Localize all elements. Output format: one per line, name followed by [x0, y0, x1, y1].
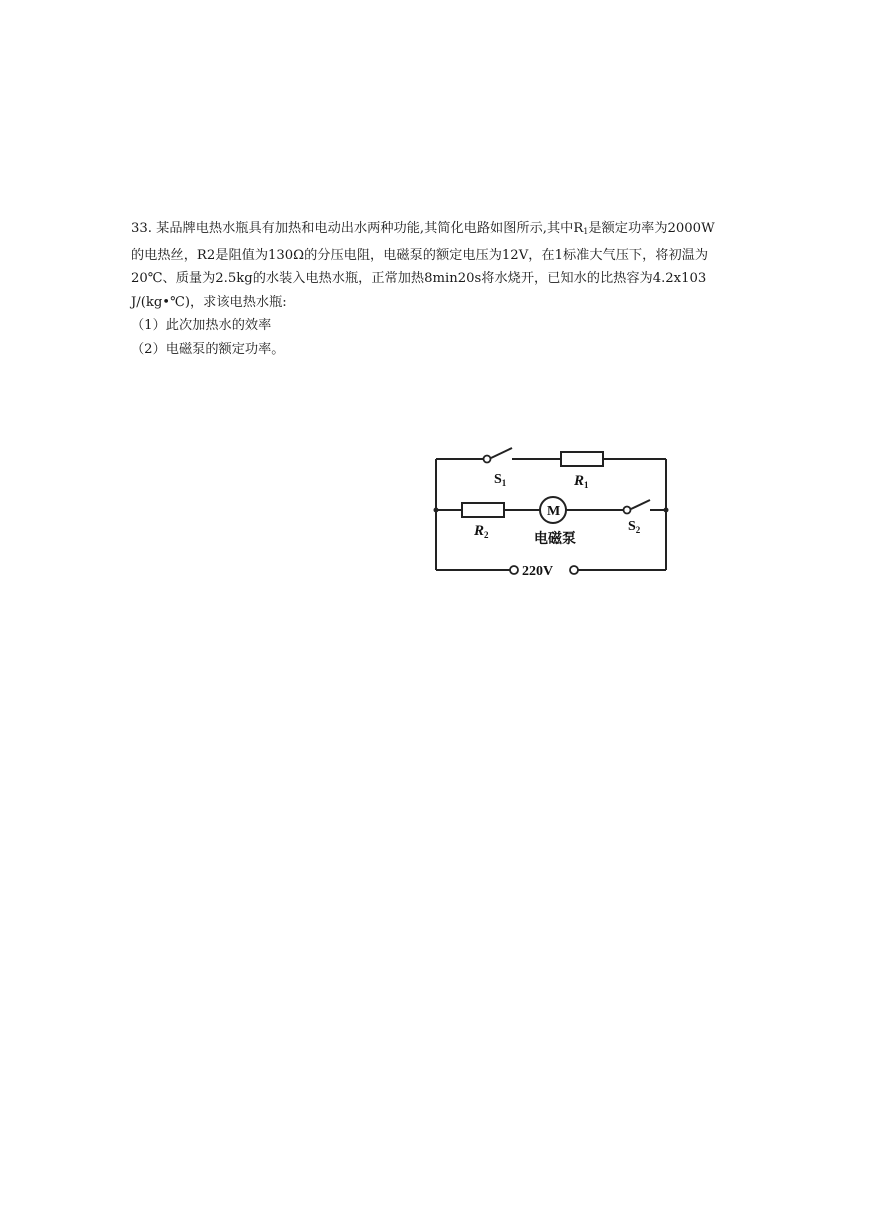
problem-line-2: 的电热丝，R2是阻值为130Ω的分压电阻，电磁泵的额定电压为12V，在1标准大气压下，将初温为 — [131, 247, 709, 263]
label-s1: $S_1$ — [494, 472, 507, 488]
problem-line-1: 33. 某品牌电热水瓶具有加热和电动出水两种功能,其简化电路如图所示,其中$R_1$是额定功率为2000W — [131, 221, 715, 236]
resistor-r1 — [561, 452, 603, 466]
terminal-right — [570, 566, 578, 574]
label-r1: $R_1$ — [574, 473, 589, 490]
label-voltage: 220V — [522, 564, 554, 579]
problem-line-3: 20℃、质量为2.5kg的水装入电热水瓶，正常加热8min20s将水烧开，已知水的比热容为4.2x103 — [131, 271, 707, 286]
label-r2: $R_2$ — [474, 523, 489, 540]
switch-s2-contact — [624, 507, 631, 514]
junction-left — [434, 508, 439, 513]
terminal-left — [510, 566, 518, 574]
junction-right — [664, 508, 669, 513]
label-pump: 电磁泵 — [534, 531, 576, 547]
switch-s1-blade — [491, 448, 512, 458]
label-motor: M — [547, 504, 561, 519]
switch-s2-blade — [631, 500, 650, 509]
question-1: （1）此次加热水的效率 — [131, 318, 272, 333]
resistor-r2 — [462, 503, 504, 517]
label-s2: $S_2$ — [628, 519, 641, 535]
switch-s1-contact — [484, 456, 491, 463]
circuit-diagram — [426, 440, 676, 585]
question-2: （2）电磁泵的额定功率。 — [131, 341, 285, 357]
problem-line-4: J/(kg•℃)，求该电热水瓶: — [131, 294, 287, 310]
problem-text — [131, 217, 741, 361]
